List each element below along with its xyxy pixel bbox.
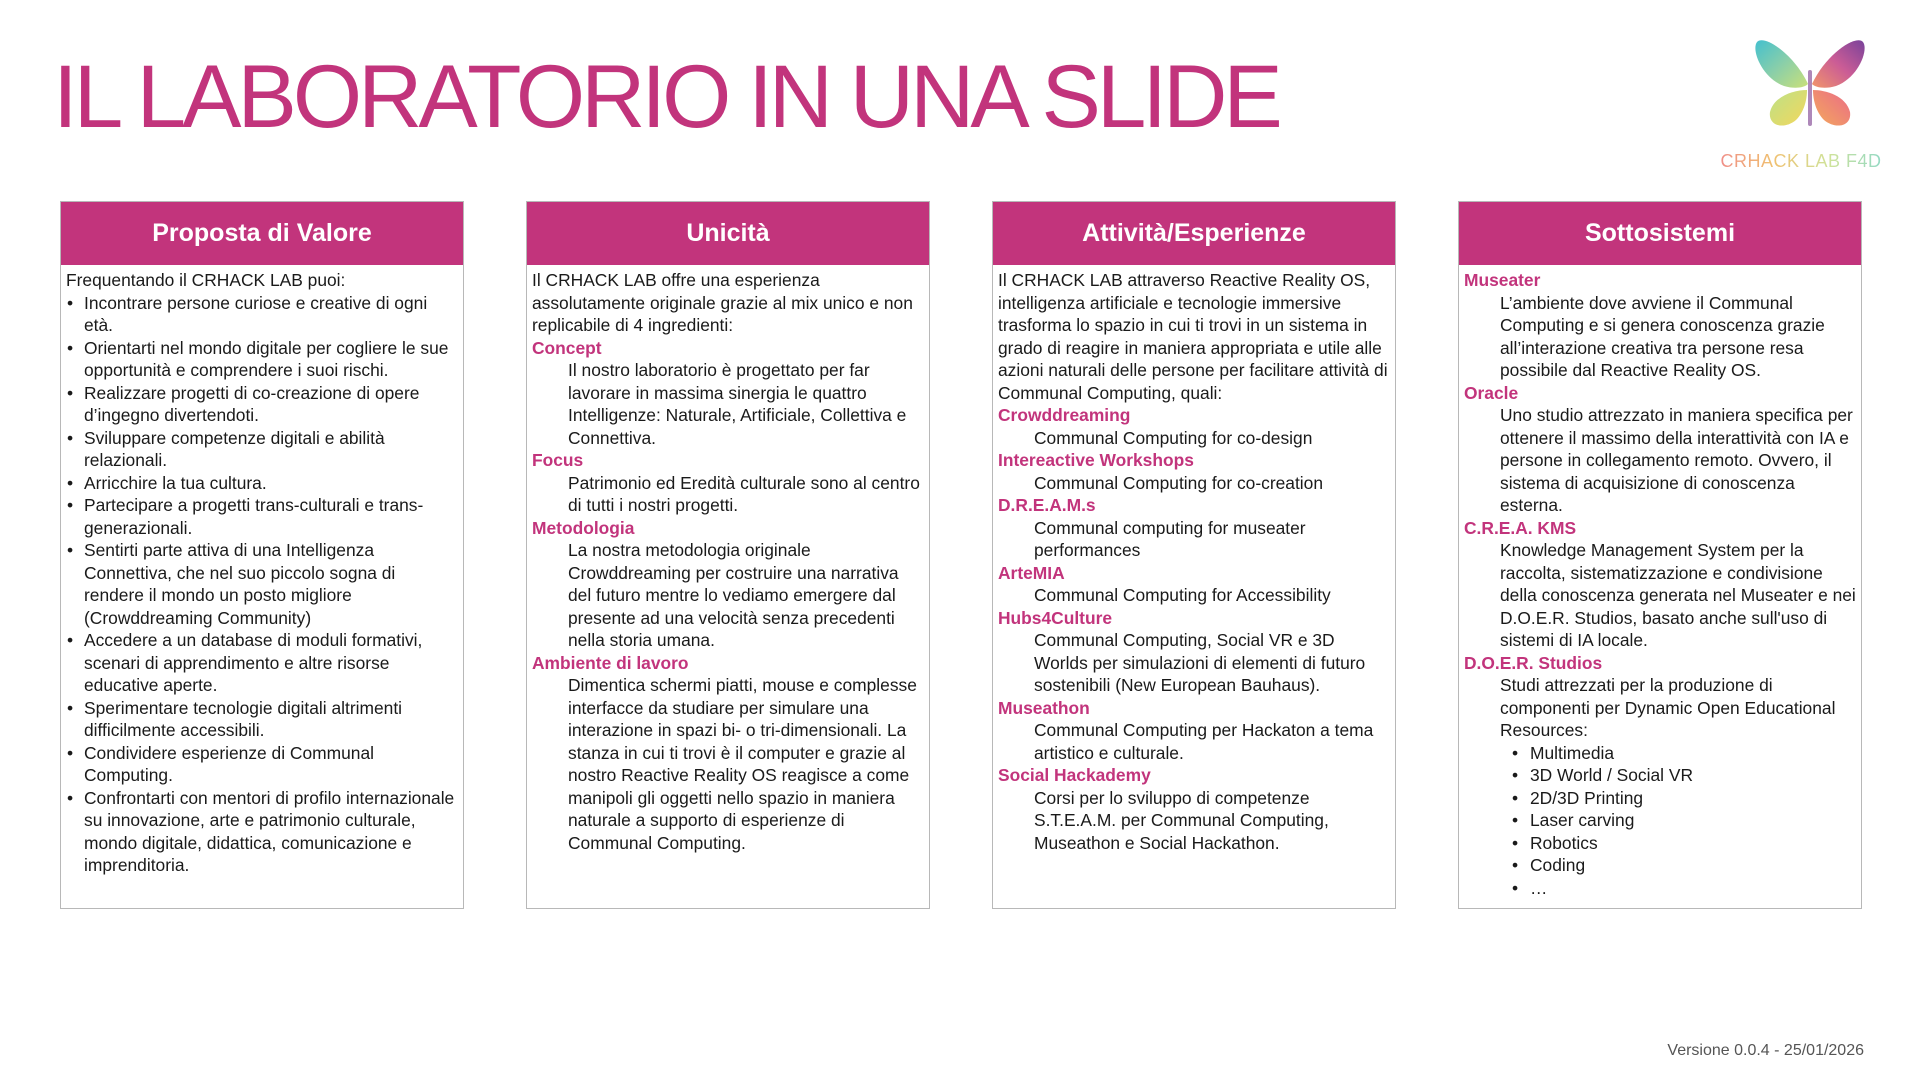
section-title: D.O.E.R. Studios [1464,652,1603,673]
section-title: Museater [1464,270,1541,290]
section-text: Uno studio attrezzato in maniera specifica per ottenere il massimo della interattività con IA e persone in collegamento remoto. Ovvero, il sistema di acquisizione di conoscenza esterna. [1500,405,1853,515]
section-title: ArteMIA [998,562,1065,583]
section-title: Focus [532,450,584,470]
logo-text: CRHACK LAB F4D [1716,151,1886,172]
logo [1716,34,1886,174]
list-item: • Realizzare progetti di co-creazione di opere d’ingegno divertendoti. [66,382,459,427]
section-text: Il nostro laboratorio è progettato per far lavorare in massima sinergia le quattro Intelligenze: Naturale, Artificiale, Collettiva e Connettiva. [568,360,907,448]
list-item: • Sviluppare competenze digitali e abilità relazionali. [66,427,459,472]
list-item: • Robotics [1512,832,1857,855]
column-intro: Il CRHACK LAB attraverso Reactive Reality OS, intelligenza artificiale e tecnologie immersive trasforma lo spazio in cui ti trovi in un sistema in grado di reagire in maniera appropriata e utile alle azioni naturali delle persone per facilitare attività di Communal Computing, quali: [998,270,1388,403]
section-title: D.R.E.A.M.s [998,495,1096,515]
section-title: Hubs4Culture [998,607,1113,628]
section-title: Ambiente di lavoro [532,652,689,673]
section-title: Museathon [998,697,1090,718]
list-item: • Multimedia [1512,742,1857,765]
section-title: Concept [532,337,602,358]
list-item: • Laser carving [1512,809,1857,832]
column-header: Sottosistemi [1459,202,1861,265]
section-text: La nostra metodologia originale Crowddreaming per costruire una narrativa del futuro mentre lo vediamo emergere dal presente ad una velocità senza precedenti nella storia umana. [568,540,899,650]
section-title: Oracle [1464,382,1519,403]
section-title: C.R.E.A. KMS [1464,517,1577,538]
slide-title: IL LABORATORIO IN UNA SLIDE [53,46,1279,146]
section-text: Communal Computing for co-creation [1034,472,1324,493]
section-text: Communal Computing for co-design [1034,427,1313,448]
column-attivita-esperienze [992,201,1396,909]
section-title: Intereactive Workshops [998,450,1194,470]
list-item: • Condividere esperienze di Communal Computing. [66,742,459,787]
column-header: Unicità [527,202,929,265]
section-text: L’ambiente dove avviene il Communal Computing e si genera conoscenza grazie all’interazione creativa tra persone resa possibile dal Reactive Reality OS. [1500,292,1825,380]
column-unicita [526,201,930,909]
section-text: Communal computing for museater performances [1034,517,1306,560]
section-title: Metodologia [532,517,635,538]
section-text: Patrimonio ed Eredità culturale sono al centro di tutti i nostri progetti. [568,472,920,515]
column-intro: Il CRHACK LAB offre una esperienza assolutamente originale grazie al mix unico e non replicabile di 4 ingredienti: [532,270,913,335]
list-item: • Coding [1512,854,1857,877]
section-text: Communal Computing per Hackaton a tema artistico e culturale. [1034,720,1374,763]
list-item: • Sperimentare tecnologie digitali altrimenti difficilmente accessibili. [66,697,459,742]
column-header: Proposta di Valore [61,202,463,265]
section-title: Social Hackademy [998,765,1151,785]
list-item: • 2D/3D Printing [1512,787,1857,810]
list-item: • Confrontarti con mentori di profilo internazionale su innovazione, arte e patrimonio culturale, mondo digitale, didattica, comunicazione e imprenditoria. [66,787,459,877]
list-item: • Partecipare a progetti trans-culturali e trans-generazionali. [66,494,459,539]
list-item: • Orientarti nel mondo digitale per cogliere le sue opportunità e comprendere i suoi rischi. [66,337,459,382]
column-header: Attività/Esperienze [993,202,1395,265]
section-text: Knowledge Management System per la raccolta, sistematizzazione e condivisione della conoscenza generata nel Museater e nei D.O.E.R. Studios, basato anche sull'uso di sistemi di IA locale. [1500,540,1856,650]
section-text: Corsi per lo sviluppo di competenze S.T.E.A.M. per Communal Computing, Museathon e Social Hackathon. [1034,787,1329,853]
list-item: • Incontrare persone curiose e creative di ogni età. [66,292,459,337]
column-sottosistemi [1458,201,1862,909]
butterfly-icon [1754,34,1866,142]
list-item: • 3D World / Social VR [1512,764,1857,787]
section-text: Dimentica schermi piatti, mouse e complesse interfacce da studiare per simulare una interazione in spazi bi- o tri-dimensionali. La stanza in cui ti trovi è il computer e grazie al nostro Reactive Reality OS reagisce a come manipoli gli oggetti nello spazio in maniera naturale a supporto di esperienze di Communal Computing. [568,675,917,853]
section-text: Communal Computing, Social VR e 3D Worlds per simulazioni di elementi di futuro sostenibili (New European Bauhaus). [1034,630,1366,695]
list-item: • Arricchire la tua cultura. [66,472,459,495]
version-label: Versione 0.0.4 - 25/01/2026 [1667,1042,1864,1059]
column-intro: Frequentando il CRHACK LAB puoi: [66,270,346,290]
section-text: Studi attrezzati per la produzione di componenti per Dynamic Open Educational Resources: [1500,675,1836,740]
list-item: • … [1512,877,1857,900]
column-proposta-di-valore [60,201,464,909]
section-text: Communal Computing for Accessibility [1034,585,1331,605]
section-title: Crowddreaming [998,405,1131,425]
list-item: • Sentirti parte attiva di una Intelligenza Connettiva, che nel suo piccolo sogna di rendere il mondo un posto migliore (Crowddreaming Community) [66,539,459,629]
list-item: • Accedere a un database di moduli formativi, scenari di apprendimento e altre risorse educative aperte. [66,629,459,697]
